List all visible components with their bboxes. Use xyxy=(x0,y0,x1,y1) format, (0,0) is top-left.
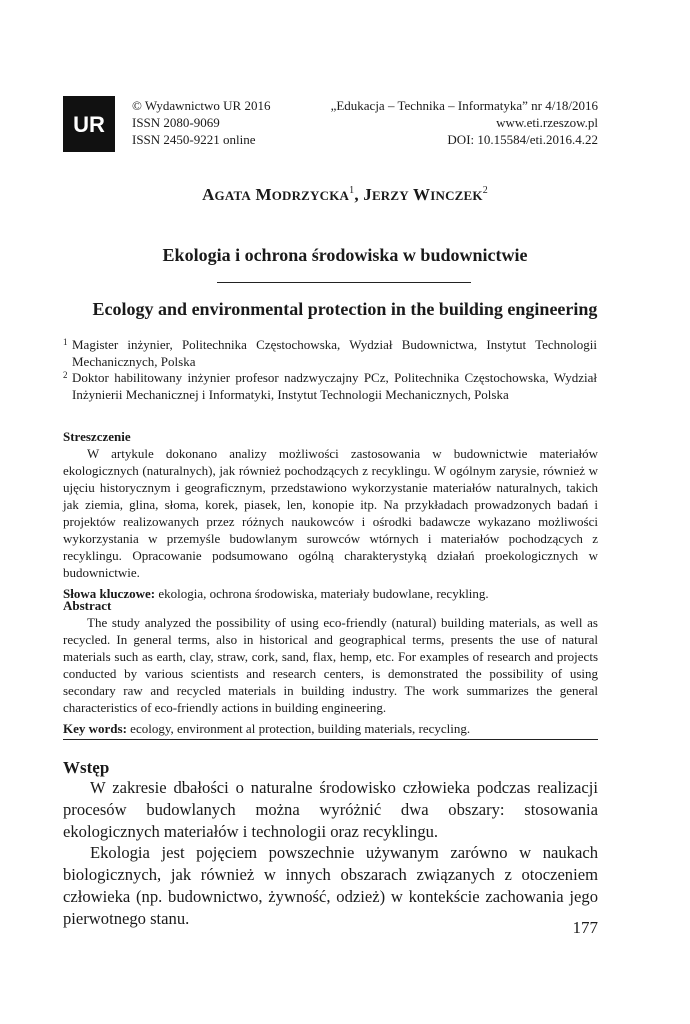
author-2: JERZY WINCZEK$^2$ xyxy=(363,185,488,204)
logo-text: UR xyxy=(73,112,105,137)
body-paragraph: Ekologia jest pojęciem powszechnie używanym zarówno w naukach biologicznych, jak również w innych obszarach związanych z otoczeniem człowieka (np. budownictwo, żywność, odzież) w kontekście zachowania jego pierwotnego stanu. xyxy=(63,843,598,928)
section-body xyxy=(63,777,598,930)
header-issn-online: ISSN 2450-9221 online xyxy=(132,132,256,147)
publisher-logo xyxy=(63,96,115,152)
affiliation-1-number: 1 xyxy=(63,337,68,347)
section-divider xyxy=(63,739,598,740)
header-doi: DOI: 10.15584/eti.2016.4.22 xyxy=(447,132,598,147)
header-website: www.eti.rzeszow.pl xyxy=(496,115,598,130)
abstract-text: The study analyzed the possibility of using eco-friendly (natural) building materials, as well as recycled. In general terms, also in historical and geographical terms, presents the use of natural materials such as earth, clay, straw, cork, sand, flax, hemp, etc. For examples of research and projects conducted by various scientists and research centers, is demonstrated the possibility of using secondary raw and recycled materials in building industry. The work summarizes the general characteristics of eco-friendly actions in building engineering. xyxy=(63,615,598,715)
affiliation-2-text: Doktor habilitowany inżynier profesor nadzwyczajny PCz, Politechnika Częstochowska, Wydział Inżynierii Mechanicznej i Informatyki, Instytut Technologii Mechanicznych, Polska xyxy=(72,370,597,402)
affiliation-1-text: Magister inżynier, Politechnika Częstochowska, Wydział Budownictwa, Instytut Technologii Mechanicznych, Polska xyxy=(72,337,597,369)
author-1: AGATA MODRZYCKA$^1$ xyxy=(202,185,355,204)
affiliation-2 xyxy=(63,369,597,403)
authors: AGATA MODRZYCKA$^1$, JERZY WINCZEK$^2$ xyxy=(202,185,488,204)
author-1-affil-mark: 1 xyxy=(349,185,355,196)
header-copyright: © Wydawnictwo UR 2016 xyxy=(132,98,271,113)
slowa-kluczowe-text: ekologia, ochrona środowiska, materiały budowlane, recykling. xyxy=(155,586,489,601)
abstract-heading: Abstract xyxy=(63,598,112,613)
streszczenie-text: W artykule dokonano analizy możliwości zastosowania w budownictwie materiałów ekologicznych (naturalnych), jak również pochodzących z recyklingu. W ogólnym zarysie, również w ujęciu historycznym i geograficznym, przedstawiono wykorzystanie materiałów naturalnych, takich jak ziemia, glina, słoma, korek, piasek, len, konopie itp. Na przykładach prowadzonych badań i projektów realizowanych przez różnych naukowców i ośrodki badawcze wykazano możliwości wykorzystania w przemyśle budowlanym surowców wtórnych i materiałów pochodzących z recyklingu. Opracowanie podsumowano ogólną charakterystyką działań proekologicznych w budownictwie. xyxy=(63,446,598,580)
header-publisher-info xyxy=(132,97,270,148)
key-words xyxy=(63,720,598,737)
section-title-wstep: Wstęp xyxy=(63,758,110,777)
title-divider xyxy=(217,282,471,283)
title-english: Ecology and environmental protection in the building engineering xyxy=(92,299,598,319)
key-words-text: ecology, environment al protection, building materials, recycling. xyxy=(126,721,471,736)
slowa-kluczowe-label: Słowa kluczowe: xyxy=(63,586,156,601)
abstract-section xyxy=(63,597,598,737)
title-polish: Ekologia i ochrona środowiska w budownictwie xyxy=(162,245,528,265)
header-journal-name: „Edukacja – Technika – Informatyka” nr 4/18/2016 xyxy=(330,98,598,113)
header-issn-print: ISSN 2080-9069 xyxy=(132,115,220,130)
affiliation-1 xyxy=(63,336,597,370)
header-journal-info xyxy=(331,97,598,148)
streszczenie-section xyxy=(63,428,598,602)
key-words-label: Key words: xyxy=(63,721,127,736)
page-number: 177 xyxy=(572,918,598,937)
author-2-affil-mark: 2 xyxy=(482,185,488,196)
affiliation-2-number: 2 xyxy=(63,370,68,380)
body-paragraph: W zakresie dbałości o naturalne środowisko człowieka podczas realizacji procesów budowlanych można wyróżnić dwa obszary: stosowania ekologicznych materiałów i technologii oraz recyklingu. xyxy=(63,778,598,841)
streszczenie-heading: Streszczenie xyxy=(63,429,131,444)
